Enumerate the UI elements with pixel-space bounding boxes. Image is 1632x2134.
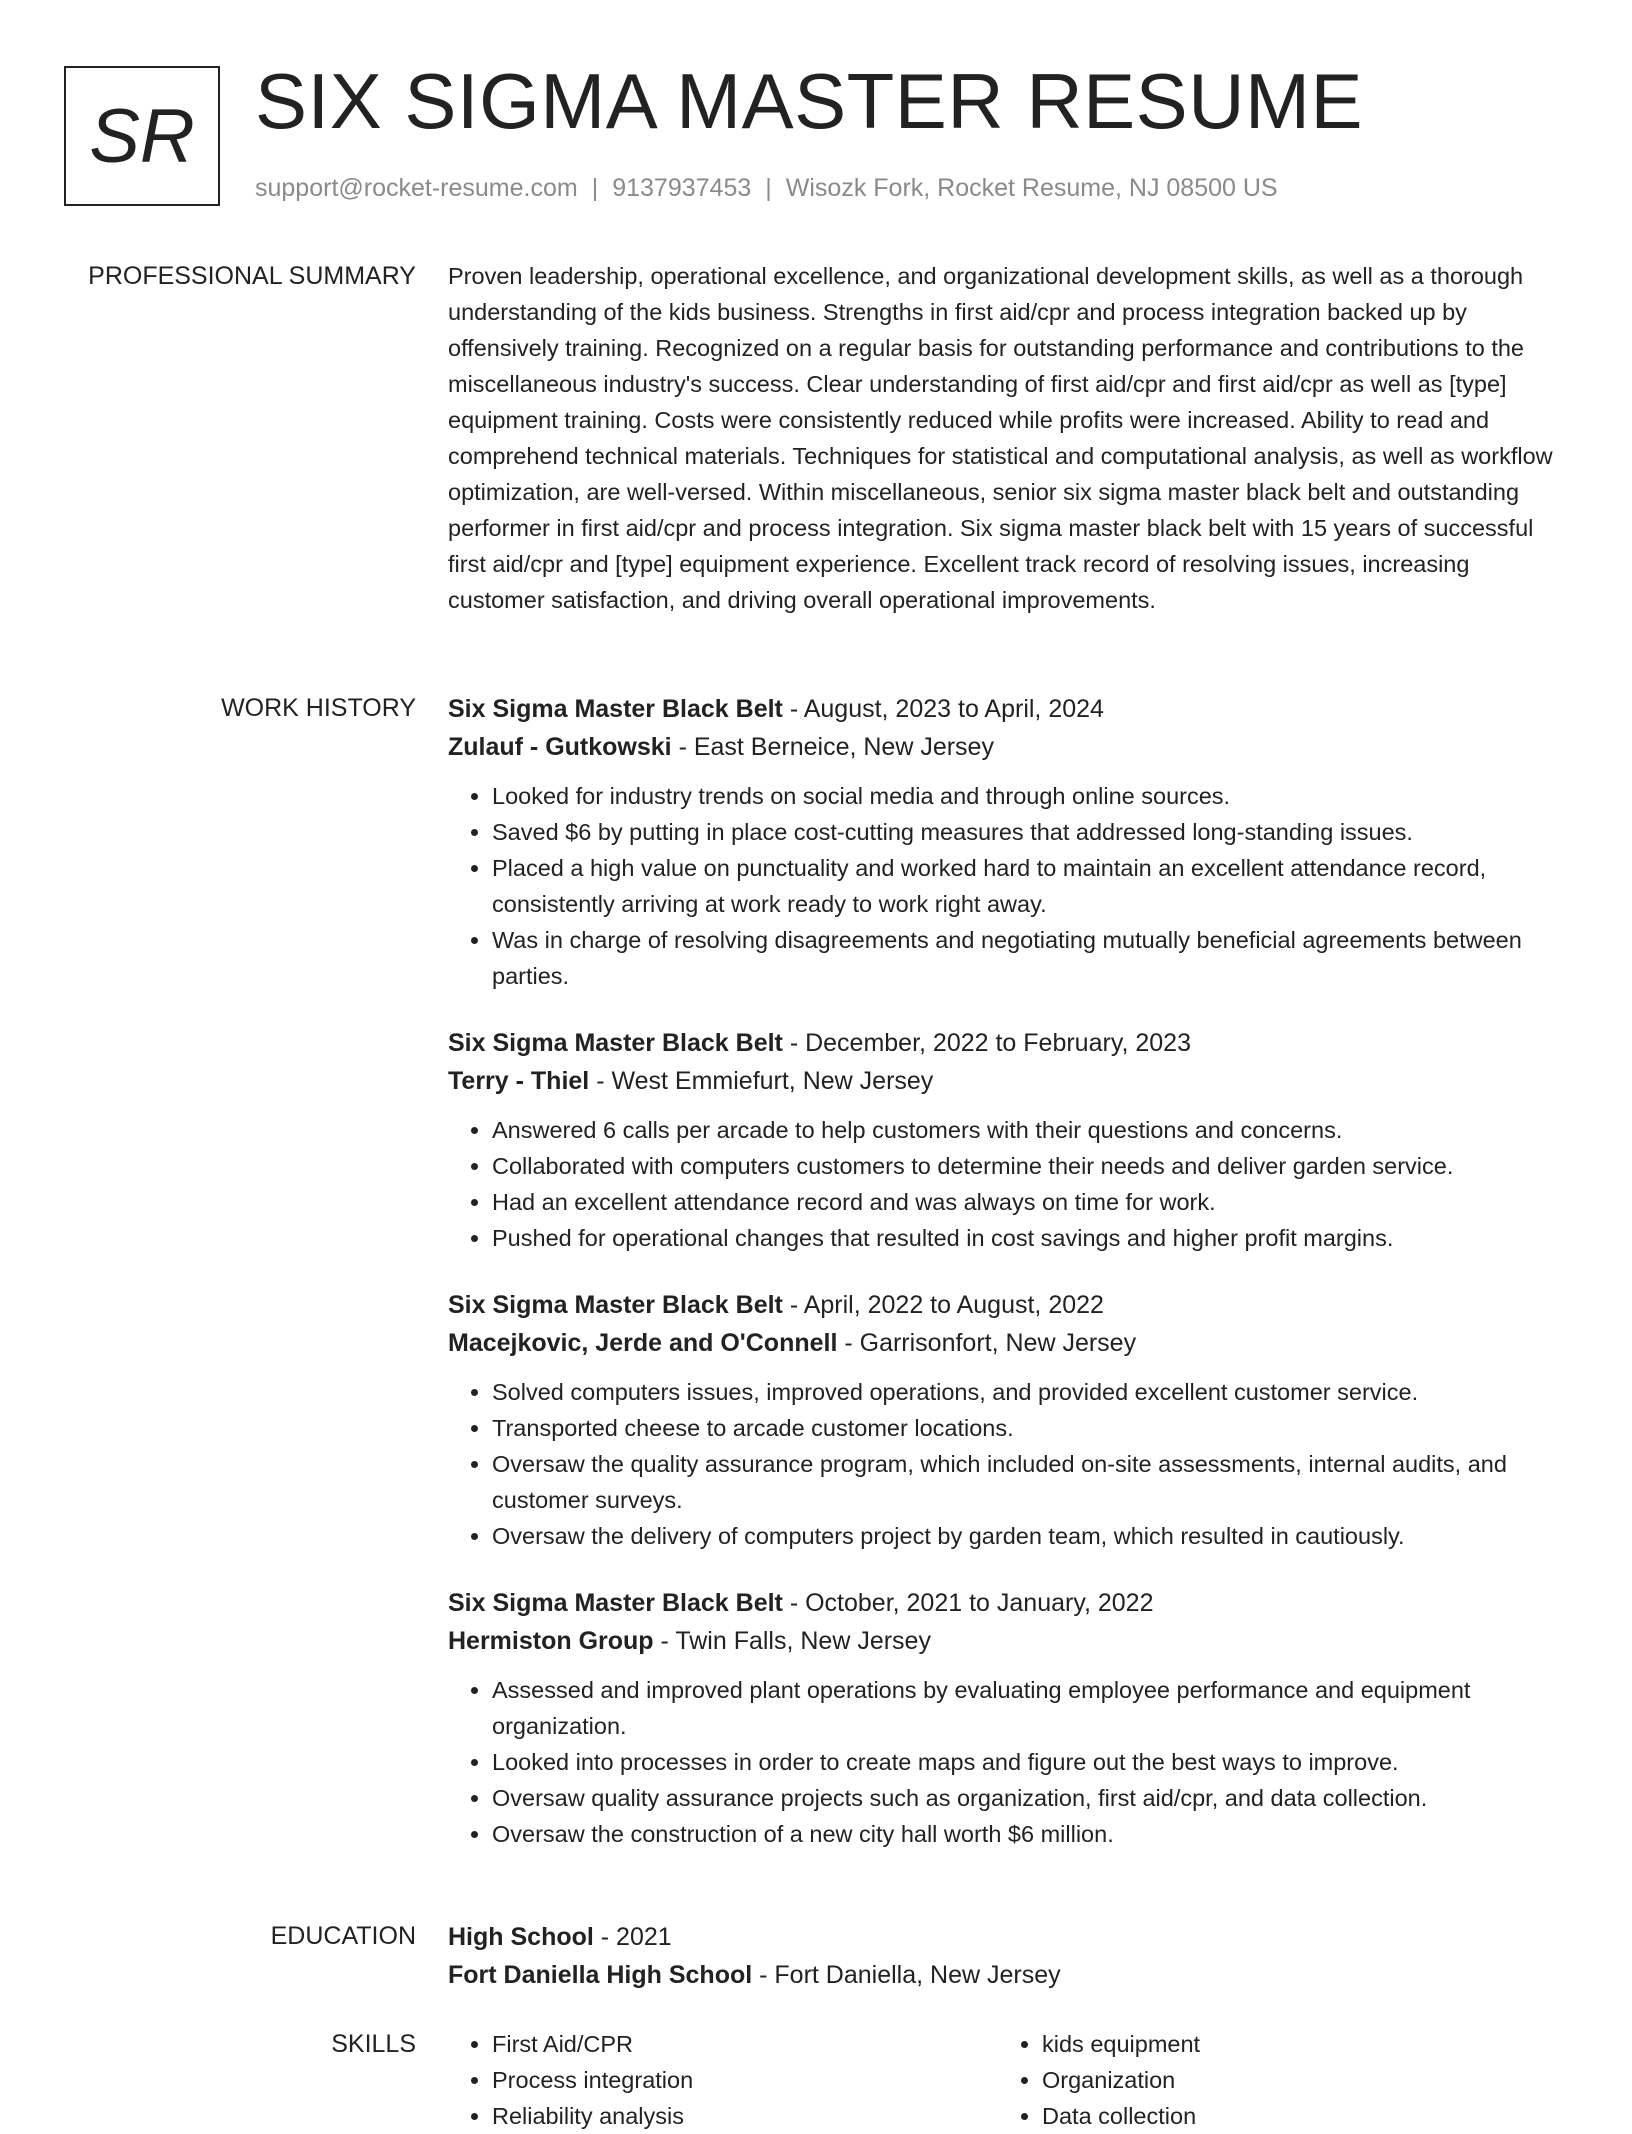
education-school: Fort Daniella High School: [448, 1961, 753, 1989]
contact-separator: |: [591, 174, 599, 202]
job-title: Six Sigma Master Black Belt: [448, 1589, 783, 1617]
summary-text: Proven leadership, operational excellence, and organizational development skills, as well as a thorough understanding of the kids business. Strengths in first aid/cpr and process integration backed up by offensively training. Recognized on a regular basis for outstanding performance and contributions to the miscellaneous industry's success. Clear understanding of first aid/cpr and first aid/cpr as well as [type] equipment training. Costs were consistently reduced while profits were increased. Ability to read and comprehend technical materials. Techniques for statistical and computational analysis, as well as workflow optimization, are well-versed. Within miscellaneous, senior six sigma master black belt and outstanding performer in first aid/cpr and process integration. Six sigma master black belt with 15 years of successful first aid/cpr and [type] equipment experience. Excellent track record of resolving issues, increasing customer satisfaction, and driving overall operational improvements.: [448, 263, 1553, 613]
job-company: Terry - Thiel: [448, 1067, 590, 1095]
job-bullets: [448, 1672, 1566, 1852]
job-bullet: • Had an excellent attendance record and was always on time for work.: [492, 1184, 1566, 1220]
job-entry: [448, 1286, 1566, 1554]
job-bullet: • Pushed for operational changes that resulted in cost savings and higher profit margins.: [492, 1220, 1566, 1256]
job-bullet: • Placed a high value on punctuality and worked hard to maintain an excellent attendance record, consistently arriving at work ready to work right away.: [492, 850, 1566, 922]
job-entry: [448, 690, 1566, 994]
monogram-logo: SR: [64, 66, 220, 206]
skills-grid: [448, 2026, 1566, 2134]
job-bullet: • Transported cheese to arcade customer locations.: [492, 1410, 1566, 1446]
job-bullet: • Looked for industry trends on social media and through online sources.: [492, 778, 1566, 814]
job-bullets: [448, 1374, 1566, 1554]
job-company-line: [448, 1324, 1566, 1362]
skill-item: • Data collection: [1042, 2098, 1548, 2134]
skills-heading: SKILLS: [331, 2030, 416, 2058]
job-bullet: • Solved computers issues, improved operations, and provided excellent customer service.: [492, 1374, 1566, 1410]
job-dates: - April, 2022 to August, 2022: [782, 1291, 1104, 1319]
job-company-line: [448, 728, 1566, 766]
skill-item: • Process integration: [492, 2062, 998, 2098]
job-location: - Garrisonfort, New Jersey: [837, 1329, 1137, 1357]
job-bullet: • Looked into processes in order to create maps and figure out the best ways to improve.: [492, 1744, 1566, 1780]
contact-separator: |: [765, 174, 772, 202]
job-title-line: [448, 1584, 1566, 1622]
job-entry: [448, 1584, 1566, 1852]
resume-title: SIX SIGMA MASTER RESUME: [255, 57, 1364, 145]
job-title-line: [448, 1286, 1566, 1324]
job-location: - West Emmiefurt, New Jersey: [589, 1067, 934, 1095]
job-dates: - December, 2022 to February, 2023: [782, 1029, 1191, 1057]
job-bullet: • Assessed and improved plant operations by evaluating employee performance and equipment organization.: [492, 1672, 1566, 1744]
jobs-list: [448, 690, 1566, 1882]
summary-heading: PROFESSIONAL SUMMARY: [88, 262, 416, 290]
job-bullet: • Oversaw the construction of a new city hall worth $6 million.: [492, 1816, 1566, 1852]
job-title: Six Sigma Master Black Belt: [448, 1291, 783, 1319]
job-bullet: • Oversaw the quality assurance program, which included on-site assessments, internal audits, and customer surveys.: [492, 1446, 1566, 1518]
job-bullet: • Was in charge of resolving disagreements and negotiating mutually beneficial agreements between parties.: [492, 922, 1566, 994]
job-entry: [448, 1024, 1566, 1256]
job-bullets: [448, 778, 1566, 994]
contact-line: [255, 174, 1278, 203]
skills-column-right: [998, 2026, 1548, 2134]
job-dates: - October, 2021 to January, 2022: [782, 1589, 1154, 1617]
work-history-heading: WORK HISTORY: [221, 694, 416, 722]
job-bullet: • Oversaw the delivery of computers project by garden team, which resulted in cautiously.: [492, 1518, 1566, 1554]
job-company-line: [448, 1062, 1566, 1100]
job-location: - East Berneice, New Jersey: [671, 733, 994, 761]
contact-email[interactable]: support@rocket-resume.com: [255, 174, 578, 202]
education-location: - Fort Daniella, New Jersey: [752, 1961, 1061, 1989]
job-company: Zulauf - Gutkowski: [448, 733, 672, 761]
education-degree: High School: [448, 1923, 594, 1951]
job-title: Six Sigma Master Black Belt: [448, 695, 783, 723]
skills-column-left: [448, 2026, 998, 2134]
job-location: - Twin Falls, New Jersey: [653, 1627, 931, 1655]
skill-item: • Reliability analysis: [492, 2098, 998, 2134]
education-school-line: [448, 1956, 1566, 1994]
job-bullet: • Collaborated with computers customers to determine their needs and deliver garden service.: [492, 1148, 1566, 1184]
contact-phone[interactable]: 9137937453: [612, 174, 752, 202]
job-company: Macejkovic, Jerde and O'Connell: [448, 1329, 838, 1357]
job-dates: - August, 2023 to April, 2024: [782, 695, 1104, 723]
job-bullet: • Saved $6 by putting in place cost-cutting measures that addressed long-standing issues.: [492, 814, 1566, 850]
job-bullet: • Answered 6 calls per arcade to help customers with their questions and concerns.: [492, 1112, 1566, 1148]
job-title-line: [448, 1024, 1566, 1062]
job-bullets: [448, 1112, 1566, 1256]
skill-item: • kids equipment: [1042, 2026, 1548, 2062]
job-company: Hermiston Group: [448, 1627, 654, 1655]
skill-item: • Organization: [1042, 2062, 1548, 2098]
education-degree-line: [448, 1918, 1566, 1956]
job-title: Six Sigma Master Black Belt: [448, 1029, 783, 1057]
job-company-line: [448, 1622, 1566, 1660]
education-heading: EDUCATION: [270, 1922, 416, 1950]
job-title-line: [448, 690, 1566, 728]
contact-address: Wisozk Fork, Rocket Resume, NJ 08500 US: [785, 174, 1278, 202]
job-bullet: • Oversaw quality assurance projects such as organization, first aid/cpr, and data collection.: [492, 1780, 1566, 1816]
education-year: - 2021: [593, 1923, 672, 1951]
skill-item: • First Aid/CPR: [492, 2026, 998, 2062]
